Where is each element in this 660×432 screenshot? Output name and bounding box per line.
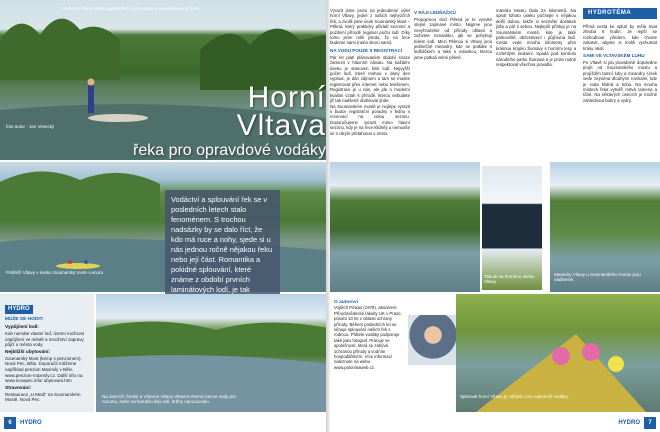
info-text-accommodation: Soumarský Most (kemp s penzionem), Nová Pec, Běla. Doporučit můžeme například penzion Maxmily v Běle, www.penzion-maxmily.cz. Další info na www.novapec.info/ ubytovani.htm	[5, 355, 83, 384]
right-page	[330, 0, 660, 432]
subheading-registration: NA VODU POUZE S REGISTRACÍ	[330, 47, 403, 53]
headline-line-2: Vltava	[236, 109, 326, 142]
info-box-title: MŮŽE SE HODIT:	[5, 317, 44, 322]
sign-photo-caption: Tabule na hornímu úseku Vltavy	[484, 274, 535, 284]
paragraph-route: mansko Mostu čtala 24 kilometrů. Na splutí tohoto úseku počítejte s nějakou delší dobou, takže si vezměte dostatek jídla a pití s sebou. Nejlepší přístup je na Soumarském mostě, kde je také parkoviště, občerstvení i půjčovna lodí. Cesta vede mnoha kilometry přes krásnou krajinu Šumavy s horními lesy a rozlehlými loukami. Spadá pod kontrolu národního parku Šumava a je proto nutné respektovat všechna pravidla.	[496, 8, 576, 68]
river-photo-right-top	[550, 162, 660, 292]
info-box	[0, 294, 94, 412]
paragraph-luh: Po Vltavě si jdu pravidelně dopoledne projít od Soumarského mostu a projíždím tamní luhy a meandry. Úsek vede zejména dlouhými rovinami, kde je voda klidná a tichá. Na mnoha místech řeka vytváří mrtvá ramena a tůně. Na některých úsecích je možné zahlédnout bobry a vydry.	[583, 60, 657, 103]
info-heading-food: Stravování:	[5, 385, 32, 391]
middle-photo-caption: Pobřeží Vltavy v úseku Soumarský most–Lenora	[6, 270, 104, 275]
column-intro: Vyrazit jsme proto na jednodenní výlet horní Vltavy, jedné z našich nejhezčích řek, a zvolili jsme úsek Soumarský Most – Pěkná, který prakticky přivádí sezonní a pozitivní přírodě regulaci počtu lodí. Díky tomu jsme měli jistotu, že na řece budeme sami (nebo skoro sami).	[330, 8, 410, 46]
headline-subtitle: řeka pro opravdové vodáky	[133, 142, 326, 159]
kids-photo-caption: Splouvat horní Vltavu je zážitek i pro nejmenší vodáky.	[460, 394, 569, 399]
text-column-3	[496, 8, 576, 158]
paragraph-registration: Pár let platí plánovaném období snaze zamezit v hlavním návalu. Na každém úseku je stanoven limit lodí. Nejvyšší počet lodí, které mohou v daný den vyplout, je dán zájmem a tam se musíte registrovat přes internet nebo telefonem. Registrace je u nás, ale jde o moderní kvalitní vztah k přírodě, kterou nebudete již tak nadšeně obdivovat jinde.	[330, 54, 410, 104]
author-heading: O autorovi	[334, 300, 358, 305]
text-column-4	[583, 24, 657, 158]
info-text-food: Restaurace „U Medi“ na Soumarském Mostě, Nová Pec.	[5, 391, 81, 403]
river-photo-bottom	[96, 294, 328, 412]
sign-photo	[482, 166, 542, 290]
author-bio: Vojtěch Pinkas (1978), absolvent Přírodovědecké fakulty UK v Praze, působí 10 let v oblasti ochrany přírody. Během posledních let se věnuje splouvání našich řek s rodinou. Přátele vodáky podporuje také jako fotograf. Pracuje ve společnosti, která se zabývá ochranou přírody a vodním hospodářstvím. Více informací naleznete na webu www.poloninaweb.cz.	[334, 305, 402, 370]
text-column-1	[330, 8, 410, 158]
info-heading-accommodation: Nejbližší ubytování:	[5, 349, 51, 355]
paragraph-duration: Přímá cesta ke splutí by měla trvat zhruba 6 hodin. Je lepší se rozhodnout předem, kde chcete zakotvit, abyste si mohli vychutnat krásy okolí.	[583, 24, 657, 51]
subheading-kingfishers: V RÁJI LEDŇÁČKŮ	[414, 10, 456, 15]
top-photo-caption: Na horní Vltavě stále najdete klid, čistou vodu a neporušenou přírodu.	[62, 6, 202, 11]
page-number-left: 6	[4, 417, 16, 429]
info-text-rental: Kde nemáte vlastní loď, území možnost zapůjčení ve městě a množství zapravy půjčí u města vody.	[5, 331, 85, 348]
section-header: HYDROTÉMA	[583, 8, 657, 19]
paragraph-kingfishers: Propojenou obcí Pěkná je to vysoké stejné zajímavé místo. Nejprve jsou nevyhnutelné od přírody oblasti a zaživete romantiku, jak se pohybují kolem lodí. Mezi Pěknou si Vltavy jsou jedinečné meandry, kde se potkáte s ledňáčkem a také s volavkou, kterou jsme potkali velmi pěkně.	[414, 17, 492, 60]
river-photo-right-wide	[330, 162, 480, 292]
right-photo-caption: Meandry Vltavy u Soumarského mostu jsou nádherné.	[554, 272, 641, 282]
photo-credit: foto autor · Jan Vesecký	[6, 124, 55, 129]
left-page	[0, 0, 326, 432]
magazine-name-left: HYDRO	[20, 420, 42, 426]
kids-kayak-photo	[456, 294, 660, 412]
magazine-name-right: HYDRO	[618, 420, 640, 426]
text-column-2	[414, 8, 492, 158]
subheading-luh: SAMI VE VLTAVSKÉM LUHU	[583, 53, 645, 59]
page-number-right: 7	[644, 417, 656, 429]
author-portrait	[408, 315, 458, 365]
bottom-photo-caption: Na úsecích České a Vltavice Vltava Vltavice Remiz bance vody pro rozumu, nebo na bumbilo lidu vidí, brbhy narozuovalo.	[102, 394, 237, 404]
paragraph-sumava: Na Soumarském mostě je nejlépe vyrazit v budce registrační poradny v lednu s rezervací na celou sezonu. Doporučujeme vyrazit mimo hlavní sezónu, kdy je na řece klidněji a nemusíte se s nikým přetahovat o místo.	[330, 103, 410, 136]
hydro-info-logo: HYDRO	[5, 305, 33, 314]
lead-paragraph: Vodáctví a splouvání řek se v posledních letech stalo fenoménem. S trochou nadsázky by se dalo říct, že kdo má ruce a nohy, sjede si u nás jednou ročně nějakou řeku nebo její část. Romantika a pokidné splouvání, které známe z období prvních laminátových lodí, je tak	[165, 190, 280, 300]
headline-line-1: Horní	[247, 81, 326, 114]
info-heading-rental: Vypůjčení lodí:	[5, 325, 39, 330]
article-headline	[100, 81, 326, 160]
